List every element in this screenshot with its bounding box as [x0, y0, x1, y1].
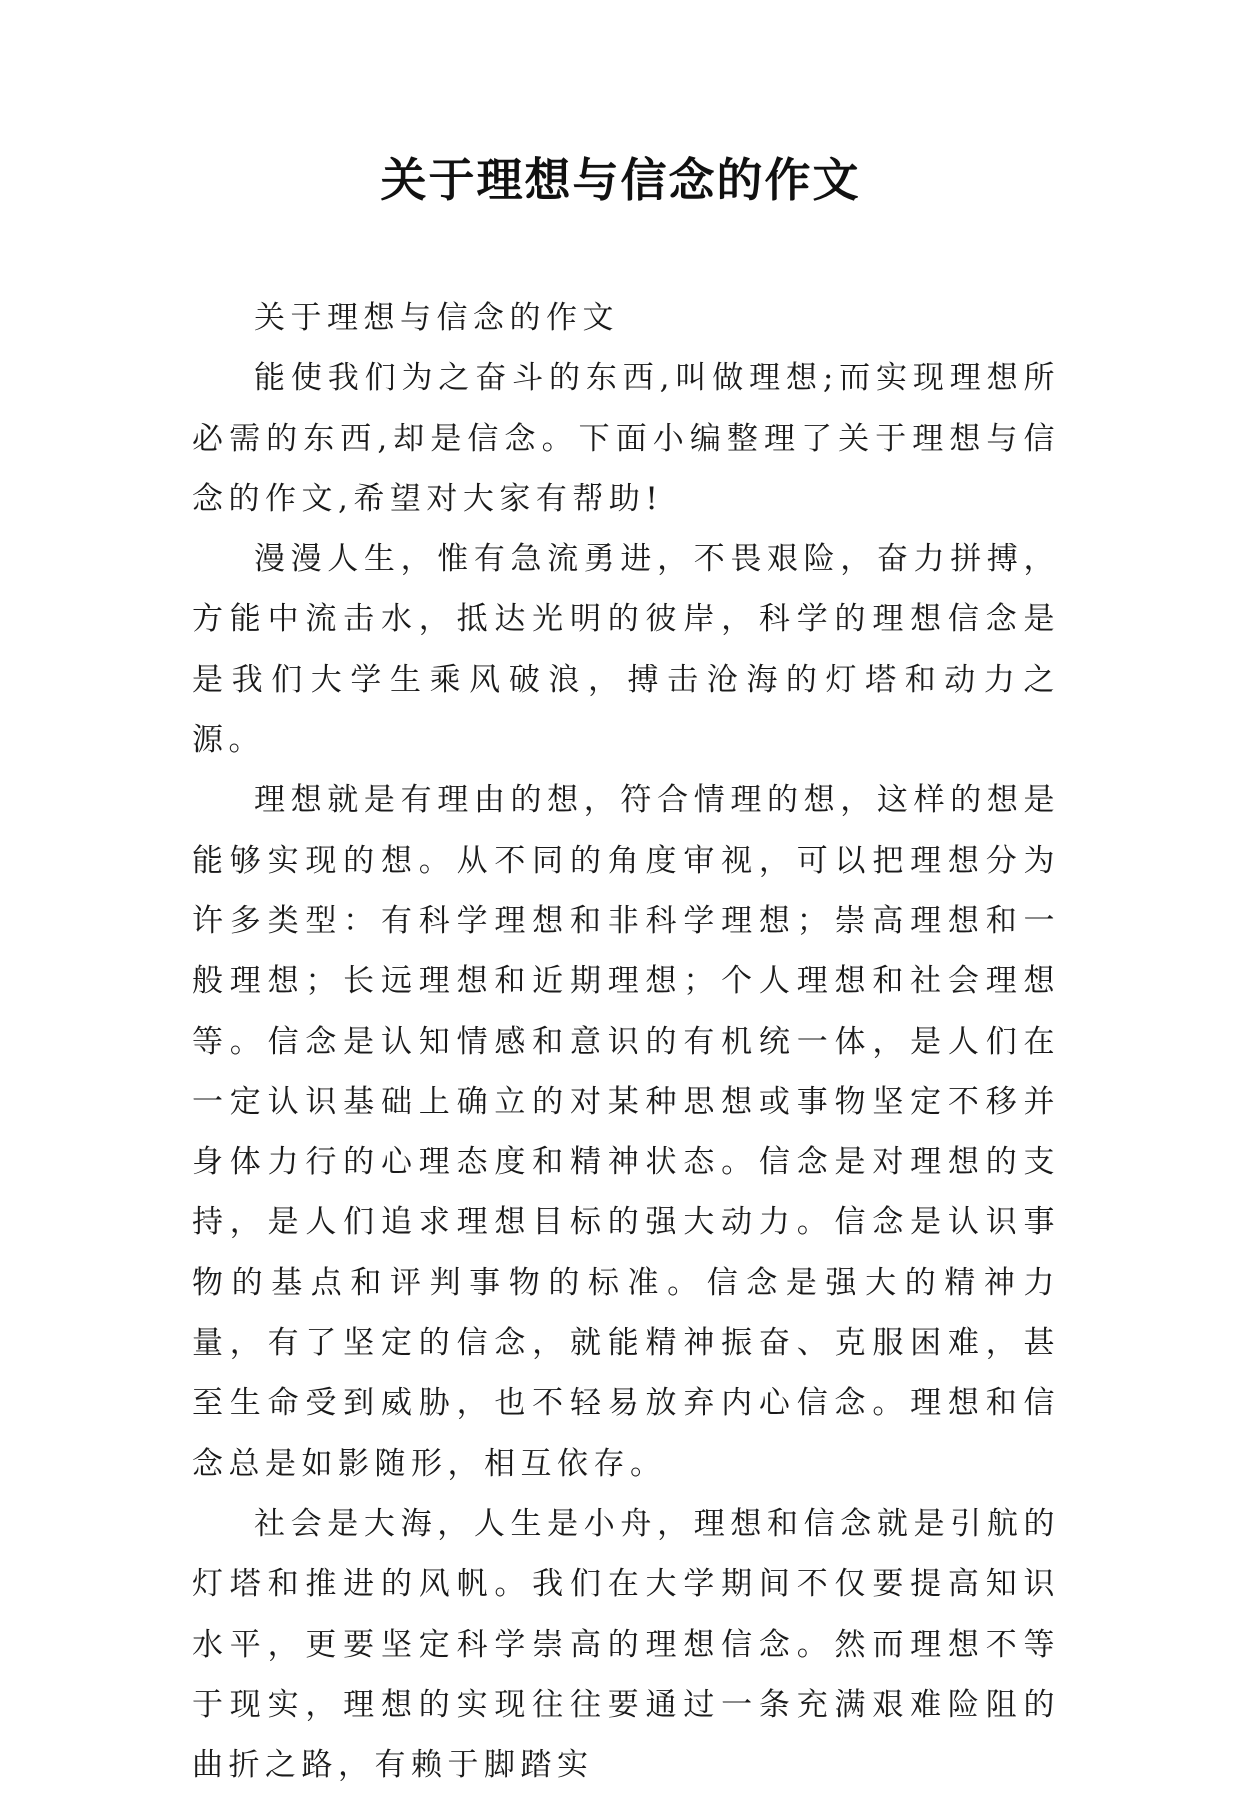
paragraph-3: 理想就是有理由的想，符合情理的想，这样的想是能够实现的想。从不同的角度审视，可以把理想分为许多类型：有科学理想和非科学理想；崇高理想和一般理想；长远理想和近期理想；个人理想和社会理想等。信念是认知情感和意识的有机统一体，是人们在一定认识基础上确立的对某种思想或事物坚定不移并身体力行的心理态度和精神状态。信念是对理想的支持，是人们追求理想目标的强大动力。信念是认识事物的基点和评判事物的标准。信念是强大的精神力量，有了坚定的信念，就能精神振奋、克服困难，甚至生命受到威胁，也不轻易放弃内心信念。理想和信念总是如影随形，相互依存。 — [192, 782, 1060, 1482]
paragraph-2: 漫漫人生，惟有急流勇进，不畏艰险，奋力拼搏，方能中流击水，抵达光明的彼岸，科学的理想信念是是我们大学生乘风破浪，搏击沧海的灯塔和动力之源。 — [192, 541, 1060, 759]
document-title: 关于理想与信念的作文 — [380, 153, 861, 207]
paragraph-4: 社会是大海，人生是小舟，理想和信念就是引航的灯塔和推进的风帆。我们在大学期间不仅要提高知识水平，更要坚定科学崇高的理想信念。然而理想不等于现实，理想的实现往往要通过一条充满艰难险阻的曲折之路，有赖于脚踏实 — [192, 1505, 1060, 1784]
paragraph-subtitle: 关于理想与信念的作文 — [254, 300, 619, 336]
document-body — [192, 288, 1060, 1795]
paragraph-intro: 能使我们为之奋斗的东西,叫做理想;而实现理想所必需的东西,却是信念。下面小编整理了关于理想与信念的作文,希望对大家有帮助! — [192, 360, 1060, 517]
